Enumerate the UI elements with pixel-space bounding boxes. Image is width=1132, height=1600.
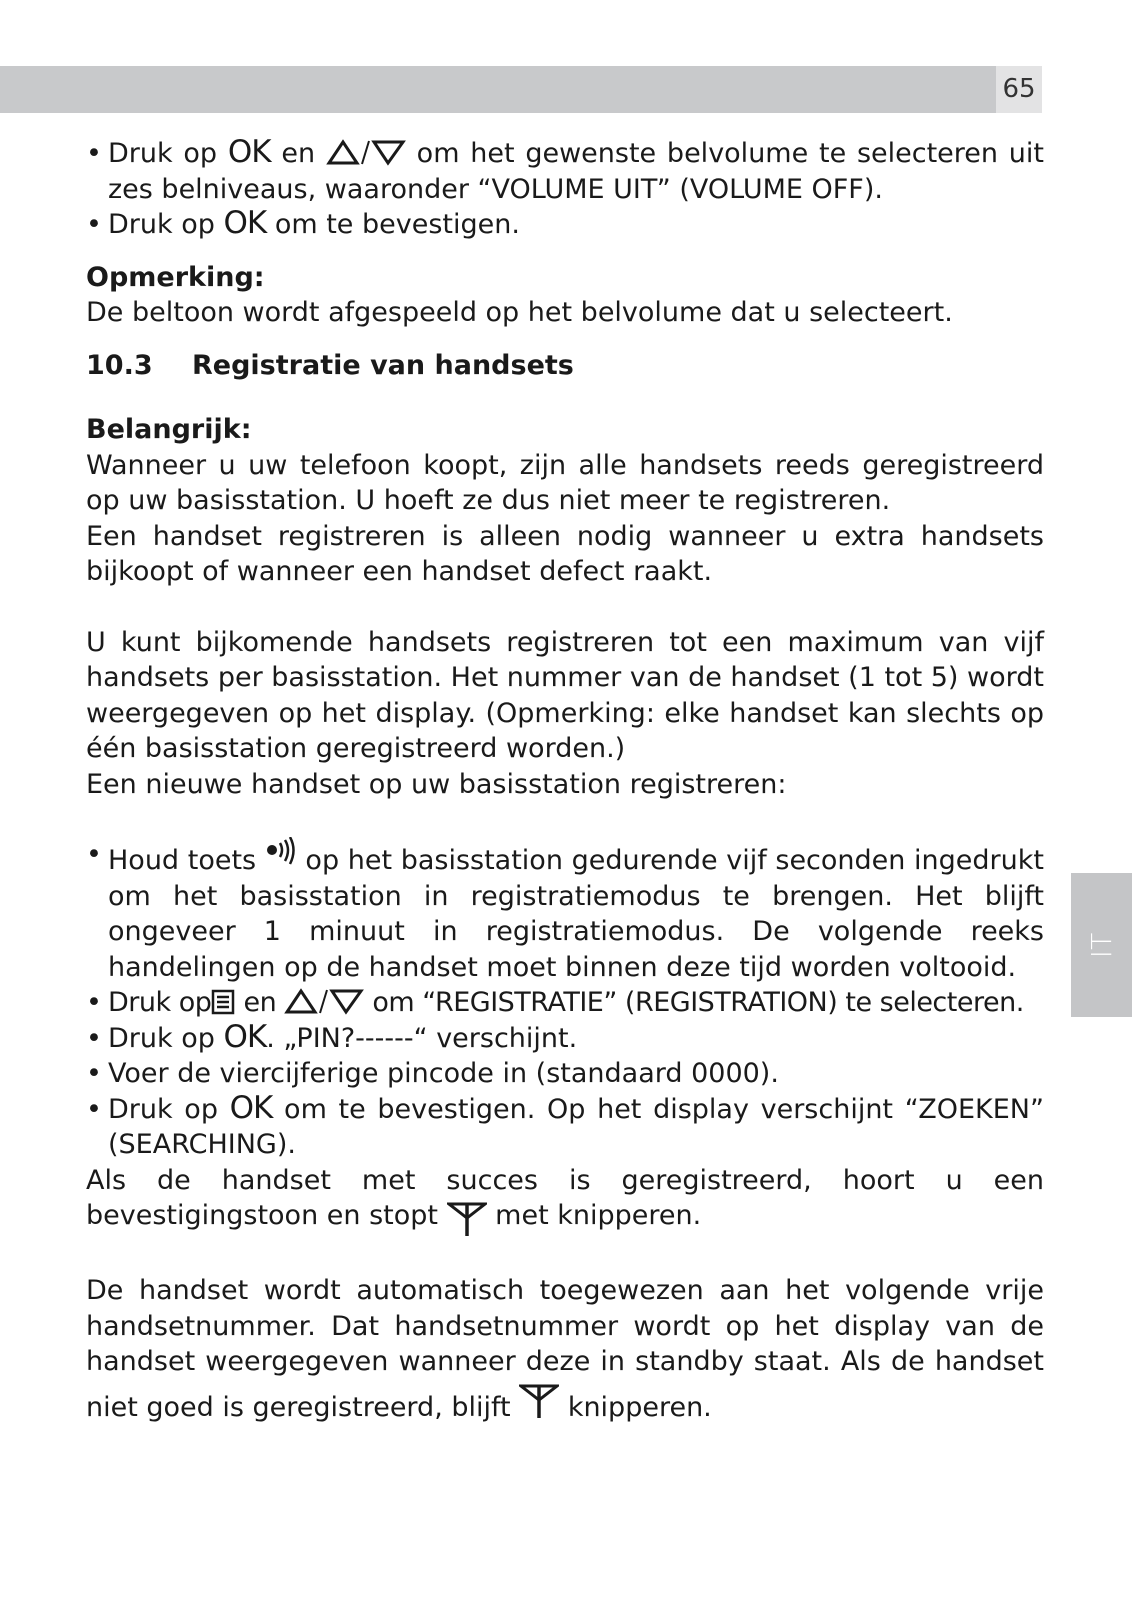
list-item: • Houd toets op het basisstation gedurende vijf seconden ingedrukt om het basisstation in registratiemodus te brengen. Het blijft ongeveer 1 minuut in registratiemodus. De volgende reeks handelingen op de handset moet binnen deze tijd worden voltooid. bbox=[86, 839, 1044, 983]
page-number: 65 bbox=[1002, 74, 1036, 104]
success-paragraph: Als de handset met succes is geregistreerd, hoort u een bevestigingstoon en stopt met knipperen. bbox=[86, 1163, 1044, 1239]
ok-key-icon: OK bbox=[229, 1089, 273, 1126]
up-down-arrow-icon bbox=[326, 139, 406, 166]
ok-key-icon: OK bbox=[223, 1018, 267, 1055]
language-tab-label: IT bbox=[1085, 932, 1118, 958]
up-down-arrow-icon bbox=[284, 988, 364, 1015]
antenna-icon bbox=[519, 1380, 559, 1420]
ok-key-icon: OK bbox=[227, 134, 271, 170]
section-heading: 10.3 Registratie van handsets bbox=[86, 349, 574, 381]
list-item: • Druk op OK om te bevestigen. bbox=[86, 205, 520, 241]
info-paragraph: U kunt bijkomende handsets registreren tot een maximum van vijf handsets per basisstation. Het nummer van de handset (1 tot 5) wordt weergegeven op het display. (Opmerking: elke handset kan slechts op één basisstation geregistreerd worden.) bbox=[86, 626, 1044, 764]
final-paragraph: De handset wordt automatisch toegewezen aan het volgende vrije handsetnummer. Dat handsetnummer wordt op het display van de handset weergegeven wanneer deze in standby staat. Als de handset niet goed is geregistreerd, blijft knipperen. bbox=[86, 1275, 1044, 1423]
menu-icon bbox=[211, 989, 235, 1015]
note-heading: Opmerking: bbox=[86, 261, 265, 293]
important-paragraph-2: Een handset registreren is alleen nodig wanneer u extra handsets bijkoopt of wanneer een handset defect raakt. bbox=[86, 520, 1044, 587]
note-text: De beltoon wordt afgespeeld op het belvolume dat u selecteert. bbox=[86, 297, 953, 328]
list-item: • Druk op OK en om het gewenste belvolume te selecteren uit zes belniveaus, waaronder “VOLUME UIT” (VOLUME OFF). bbox=[86, 134, 1044, 205]
important-heading: Belangrijk: bbox=[86, 414, 252, 445]
list-item: • Druk op OK. „PIN?------“ verschijnt. bbox=[86, 1018, 578, 1055]
header-bar bbox=[0, 66, 996, 113]
antenna-icon bbox=[447, 1198, 487, 1238]
list-item: • Druk op en om “REGISTRATIE” (REGISTRATION) te selecteren. bbox=[86, 987, 1024, 1018]
ok-key-icon: OK bbox=[223, 205, 267, 241]
page-key-icon bbox=[265, 837, 297, 867]
instruction-intro: Een nieuwe handset op uw basisstation registreren: bbox=[86, 768, 787, 800]
list-item: • Druk op OK om te bevestigen. Op het display verschijnt “ZOEKEN” (SEARCHING). bbox=[86, 1089, 1044, 1160]
list-item: • Voer de viercijferige pincode in (standaard 0000). bbox=[86, 1058, 779, 1089]
important-paragraph-1: Wanneer u uw telefoon koopt, zijn alle handsets reeds geregistreerd op uw basisstation. U hoeft ze dus niet meer te registreren. bbox=[86, 449, 1044, 516]
page-content bbox=[86, 136, 1044, 1425]
